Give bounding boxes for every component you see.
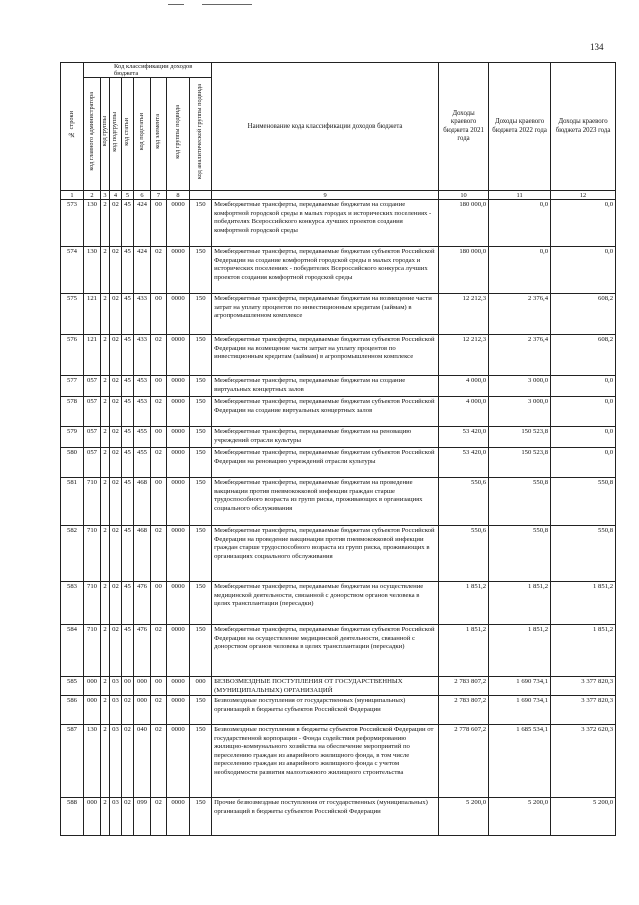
amount-2023: 550,8 xyxy=(551,478,616,526)
column-number: 9 xyxy=(212,191,439,200)
amount-2023: 1 851,2 xyxy=(551,582,616,625)
revenue-name: Межбюджетные трансферты, передаваемые бюджетам на возмещение части затрат на уплату процентов по инвестиционным кредитам (займам) в агропромышленном комплексе xyxy=(212,294,439,335)
subtype-group-code: 0000 xyxy=(167,397,190,427)
admin-code: 057 xyxy=(84,427,101,448)
amount-2021: 4 000,0 xyxy=(439,397,489,427)
article-code: 45 xyxy=(122,427,134,448)
group-code: 2 xyxy=(101,725,110,798)
table-row xyxy=(61,582,616,625)
subgroup-code: 02 xyxy=(110,335,122,376)
subarticle-code: 040 xyxy=(134,725,151,798)
amount-2021: 53 420,0 xyxy=(439,448,489,478)
analytic-group-code: 150 xyxy=(190,397,212,427)
table-row xyxy=(61,294,616,335)
analytic-group-code: 150 xyxy=(190,582,212,625)
element-code: 02 xyxy=(151,625,167,677)
year-2023-header: Доходы краевого бюджета 2023 года xyxy=(551,63,616,191)
element-code: 00 xyxy=(151,376,167,397)
code-col-header: код подгруппы xyxy=(110,78,122,191)
column-number: 11 xyxy=(489,191,551,200)
column-number: 4 xyxy=(110,191,122,200)
group-code: 2 xyxy=(101,335,110,376)
analytic-group-code: 150 xyxy=(190,294,212,335)
amount-2022: 3 000,0 xyxy=(489,376,551,397)
subtype-group-code: 0000 xyxy=(167,448,190,478)
group-code: 2 xyxy=(101,397,110,427)
analytic-group-code: 150 xyxy=(190,335,212,376)
amount-2021: 550,6 xyxy=(439,526,489,582)
subgroup-code: 02 xyxy=(110,247,122,294)
article-code: 45 xyxy=(122,448,134,478)
column-number: 8 xyxy=(167,191,190,200)
code-col-header: код группы подвида xyxy=(167,78,190,191)
amount-2022: 0,0 xyxy=(489,200,551,247)
revenue-name: Межбюджетные трансферты, передаваемые бюджетам субъектов Российской Федерации на реновацию учреждений отрасли культуры xyxy=(212,448,439,478)
subarticle-code: 000 xyxy=(134,677,151,696)
amount-2021: 12 212,3 xyxy=(439,294,489,335)
amount-2023: 5 200,0 xyxy=(551,798,616,836)
analytic-group-code: 150 xyxy=(190,427,212,448)
amount-2022: 2 376,4 xyxy=(489,294,551,335)
revenue-name: Межбюджетные трансферты, передаваемые бюджетам на осуществление медицинской деятельности, связанной с донорством органов человека в целях трансплантации (пересадки) xyxy=(212,582,439,625)
table-row xyxy=(61,397,616,427)
revenue-name: Межбюджетные трансферты, передаваемые бюджетам субъектов Российской Федерации на создание виртуальных концертных залов xyxy=(212,397,439,427)
amount-2022: 5 200,0 xyxy=(489,798,551,836)
subgroup-code: 02 xyxy=(110,582,122,625)
table-row xyxy=(61,677,616,696)
element-code: 00 xyxy=(151,294,167,335)
amount-2022: 150 523,8 xyxy=(489,427,551,448)
column-number: 2 xyxy=(84,191,101,200)
group-code: 2 xyxy=(101,448,110,478)
row-number: 587 xyxy=(61,725,84,798)
article-code: 45 xyxy=(122,335,134,376)
admin-code: 057 xyxy=(84,448,101,478)
subarticle-code: 000 xyxy=(134,696,151,725)
budget-revenue-table xyxy=(60,62,616,836)
amount-2022: 1 851,2 xyxy=(489,625,551,677)
column-number: 12 xyxy=(551,191,616,200)
subgroup-code: 03 xyxy=(110,696,122,725)
subgroup-code: 02 xyxy=(110,200,122,247)
admin-code: 710 xyxy=(84,526,101,582)
article-code: 45 xyxy=(122,582,134,625)
amount-2021: 180 000,0 xyxy=(439,247,489,294)
code-group-header: Код классификации доходов бюджета xyxy=(84,63,212,78)
subgroup-code: 02 xyxy=(110,376,122,397)
admin-code: 121 xyxy=(84,294,101,335)
analytic-group-code: 150 xyxy=(190,376,212,397)
article-code: 45 xyxy=(122,376,134,397)
amount-2021: 550,6 xyxy=(439,478,489,526)
analytic-group-code: 000 xyxy=(190,677,212,696)
table-row xyxy=(61,247,616,294)
amount-2022: 1 690 734,1 xyxy=(489,677,551,696)
amount-2023: 3 377 820,3 xyxy=(551,696,616,725)
table-row xyxy=(61,725,616,798)
group-code: 2 xyxy=(101,427,110,448)
row-number: 581 xyxy=(61,478,84,526)
element-code: 00 xyxy=(151,677,167,696)
article-code: 02 xyxy=(122,725,134,798)
subtype-group-code: 0000 xyxy=(167,478,190,526)
table-row xyxy=(61,478,616,526)
table-row xyxy=(61,427,616,448)
subarticle-code: 099 xyxy=(134,798,151,836)
revenue-name: Безвозмездные поступления от государственных (муниципальных) организаций в бюджеты субъектов Российской Федерации xyxy=(212,696,439,725)
revenue-name: БЕЗВОЗМЕЗДНЫЕ ПОСТУПЛЕНИЯ ОТ ГОСУДАРСТВЕННЫХ (МУНИЦИПАЛЬНЫХ) ОРГАНИЗАЦИЙ xyxy=(212,677,439,696)
amount-2023: 0,0 xyxy=(551,427,616,448)
row-number: 578 xyxy=(61,397,84,427)
subgroup-code: 02 xyxy=(110,397,122,427)
code-col-header: код группы xyxy=(101,78,110,191)
table-row xyxy=(61,376,616,397)
row-number: 575 xyxy=(61,294,84,335)
element-code: 02 xyxy=(151,335,167,376)
subarticle-code: 468 xyxy=(134,526,151,582)
element-code: 02 xyxy=(151,696,167,725)
amount-2022: 1 685 534,1 xyxy=(489,725,551,798)
column-number: 1 xyxy=(61,191,84,200)
admin-code: 057 xyxy=(84,376,101,397)
table-row xyxy=(61,625,616,677)
subgroup-code: 02 xyxy=(110,526,122,582)
revenue-name: Прочие безвозмездные поступления от государственных (муниципальных) организаций в бюджеты субъектов Российской Федерации xyxy=(212,798,439,836)
subgroup-code: 02 xyxy=(110,625,122,677)
subarticle-code: 424 xyxy=(134,200,151,247)
element-code: 02 xyxy=(151,247,167,294)
amount-2021: 1 851,2 xyxy=(439,625,489,677)
subarticle-code: 468 xyxy=(134,478,151,526)
revenue-name: Межбюджетные трансферты, передаваемые бюджетам на создание виртуальных концертных залов xyxy=(212,376,439,397)
amount-2022: 2 376,4 xyxy=(489,335,551,376)
subarticle-code: 433 xyxy=(134,335,151,376)
amount-2021: 53 420,0 xyxy=(439,427,489,448)
analytic-group-code: 150 xyxy=(190,725,212,798)
admin-code: 710 xyxy=(84,478,101,526)
analytic-group-code: 150 xyxy=(190,798,212,836)
column-number: 6 xyxy=(134,191,151,200)
revenue-name: Межбюджетные трансферты, передаваемые бюджетам субъектов Российской Федерации на осуществление медицинской деятельности, связанной с донорством органов человека в целях трансплантации (пересадки) xyxy=(212,625,439,677)
table-row xyxy=(61,448,616,478)
row-number: 573 xyxy=(61,200,84,247)
subtype-group-code: 0000 xyxy=(167,625,190,677)
year-2021-header: Доходы краевого бюджета 2021 года xyxy=(439,63,489,191)
code-col-header: код статьи xyxy=(122,78,134,191)
amount-2023: 550,8 xyxy=(551,526,616,582)
year-2022-header: Доходы краевого бюджета 2022 года xyxy=(489,63,551,191)
amount-2021: 180 000,0 xyxy=(439,200,489,247)
amount-2022: 1 690 734,1 xyxy=(489,696,551,725)
amount-2022: 150 523,8 xyxy=(489,448,551,478)
element-code: 00 xyxy=(151,582,167,625)
article-code: 45 xyxy=(122,526,134,582)
subarticle-code: 453 xyxy=(134,376,151,397)
amount-2023: 3 377 820,3 xyxy=(551,677,616,696)
article-code: 00 xyxy=(122,677,134,696)
amount-2023: 0,0 xyxy=(551,200,616,247)
amount-2022: 550,8 xyxy=(489,526,551,582)
amount-2022: 1 851,2 xyxy=(489,582,551,625)
amount-2022: 550,8 xyxy=(489,478,551,526)
name-header: Наименование кода классификации доходов бюджета xyxy=(212,63,439,191)
element-code: 02 xyxy=(151,725,167,798)
row-number: 580 xyxy=(61,448,84,478)
column-number: 3 xyxy=(101,191,110,200)
group-code: 2 xyxy=(101,526,110,582)
amount-2023: 608,2 xyxy=(551,294,616,335)
group-code: 2 xyxy=(101,247,110,294)
revenue-name: Безвозмездные поступления в бюджеты субъектов Российской Федерации от государственной корпорации - Фонда содействия реформированию жилищно-коммунального хозяйства на обеспечение мероприятий по переселению граждан из аварийного жилищного фонда, в том числе переселению граждан из аварийного жилищного фонда с учетом необходимости развития малоэтажного жилищного строительства xyxy=(212,725,439,798)
subarticle-code: 424 xyxy=(134,247,151,294)
article-code: 45 xyxy=(122,247,134,294)
revenue-name: Межбюджетные трансферты, передаваемые бюджетам на проведение вакцинации против пневмококковой инфекции граждан старше трудоспособного возраста из групп риска, проживающих в организациях социального обслуживания xyxy=(212,478,439,526)
subgroup-code: 02 xyxy=(110,427,122,448)
column-number-row xyxy=(61,191,616,200)
group-code: 2 xyxy=(101,294,110,335)
admin-code: 710 xyxy=(84,625,101,677)
table-row xyxy=(61,696,616,725)
code-col-header: код подстатьи xyxy=(134,78,151,191)
revenue-name: Межбюджетные трансферты, передаваемые бюджетам на создание комфортной городской среды в малых городах и исторических поселениях - победителях Всероссийского конкурса лучших проектов создания комфортной городской среды xyxy=(212,200,439,247)
admin-code: 000 xyxy=(84,696,101,725)
admin-code: 130 xyxy=(84,200,101,247)
amount-2021: 12 212,3 xyxy=(439,335,489,376)
table-row xyxy=(61,798,616,836)
admin-code: 710 xyxy=(84,582,101,625)
table-row xyxy=(61,526,616,582)
analytic-group-code: 150 xyxy=(190,478,212,526)
element-code: 00 xyxy=(151,200,167,247)
analytic-group-code: 150 xyxy=(190,448,212,478)
analytic-group-code: 150 xyxy=(190,526,212,582)
group-code: 2 xyxy=(101,200,110,247)
article-code: 45 xyxy=(122,200,134,247)
subtype-group-code: 0000 xyxy=(167,335,190,376)
article-code: 45 xyxy=(122,294,134,335)
amount-2021: 4 000,0 xyxy=(439,376,489,397)
row-number-header: № строки xyxy=(61,63,84,191)
subtype-group-code: 0000 xyxy=(167,798,190,836)
admin-code: 130 xyxy=(84,247,101,294)
row-number: 586 xyxy=(61,696,84,725)
subtype-group-code: 0000 xyxy=(167,200,190,247)
subtype-group-code: 0000 xyxy=(167,725,190,798)
element-code: 00 xyxy=(151,478,167,526)
row-number: 576 xyxy=(61,335,84,376)
subtype-group-code: 0000 xyxy=(167,427,190,448)
subgroup-code: 02 xyxy=(110,294,122,335)
group-code: 2 xyxy=(101,798,110,836)
subtype-group-code: 0000 xyxy=(167,376,190,397)
subarticle-code: 455 xyxy=(134,427,151,448)
amount-2021: 5 200,0 xyxy=(439,798,489,836)
amount-2023: 0,0 xyxy=(551,448,616,478)
element-code: 02 xyxy=(151,448,167,478)
table-row xyxy=(61,335,616,376)
subarticle-code: 455 xyxy=(134,448,151,478)
column-number: 10 xyxy=(439,191,489,200)
code-col-header: код главного администратора xyxy=(84,78,101,191)
revenue-name: Межбюджетные трансферты, передаваемые бюджетам субъектов Российской Федерации на проведение вакцинации против пневмококковой инфекции граждан старше трудоспособного возраста из групп риска, проживающих в организациях социального обслуживания xyxy=(212,526,439,582)
code-col-header: код аналитической группы подвида xyxy=(190,78,212,191)
group-code: 2 xyxy=(101,625,110,677)
subarticle-code: 433 xyxy=(134,294,151,335)
admin-code: 000 xyxy=(84,677,101,696)
row-number: 583 xyxy=(61,582,84,625)
element-code: 00 xyxy=(151,427,167,448)
analytic-group-code: 150 xyxy=(190,200,212,247)
subgroup-code: 03 xyxy=(110,798,122,836)
element-code: 02 xyxy=(151,397,167,427)
row-number: 588 xyxy=(61,798,84,836)
analytic-group-code: 150 xyxy=(190,696,212,725)
subarticle-code: 476 xyxy=(134,625,151,677)
element-code: 02 xyxy=(151,526,167,582)
analytic-group-code: 150 xyxy=(190,247,212,294)
subtype-group-code: 0000 xyxy=(167,582,190,625)
subtype-group-code: 0000 xyxy=(167,677,190,696)
scan-mark xyxy=(168,4,184,5)
article-code: 02 xyxy=(122,798,134,836)
group-code: 2 xyxy=(101,478,110,526)
amount-2023: 3 372 620,3 xyxy=(551,725,616,798)
column-number xyxy=(190,191,212,200)
column-number: 7 xyxy=(151,191,167,200)
group-code: 2 xyxy=(101,677,110,696)
article-code: 02 xyxy=(122,696,134,725)
article-code: 45 xyxy=(122,625,134,677)
admin-code: 130 xyxy=(84,725,101,798)
group-code: 2 xyxy=(101,376,110,397)
analytic-group-code: 150 xyxy=(190,625,212,677)
revenue-name: Межбюджетные трансферты, передаваемые бюджетам на реновацию учреждений отрасли культуры xyxy=(212,427,439,448)
article-code: 45 xyxy=(122,397,134,427)
group-code: 2 xyxy=(101,696,110,725)
subarticle-code: 476 xyxy=(134,582,151,625)
subtype-group-code: 0000 xyxy=(167,526,190,582)
page-number: 134 xyxy=(590,42,604,52)
subgroup-code: 02 xyxy=(110,478,122,526)
revenue-name: Межбюджетные трансферты, передаваемые бюджетам субъектов Российской Федерации на создание комфортной городской среды в малых городах и исторических поселениях - победителях Всероссийского конкурса лучших проектов создания комфортной городской среды xyxy=(212,247,439,294)
amount-2023: 608,2 xyxy=(551,335,616,376)
admin-code: 121 xyxy=(84,335,101,376)
column-number: 5 xyxy=(122,191,134,200)
admin-code: 000 xyxy=(84,798,101,836)
table-row xyxy=(61,200,616,247)
subgroup-code: 03 xyxy=(110,725,122,798)
row-number: 584 xyxy=(61,625,84,677)
amount-2021: 1 851,2 xyxy=(439,582,489,625)
amount-2023: 0,0 xyxy=(551,376,616,397)
group-code: 2 xyxy=(101,582,110,625)
subtype-group-code: 0000 xyxy=(167,247,190,294)
subtype-group-code: 0000 xyxy=(167,294,190,335)
subtype-group-code: 0000 xyxy=(167,696,190,725)
row-number: 577 xyxy=(61,376,84,397)
subgroup-code: 02 xyxy=(110,448,122,478)
revenue-name: Межбюджетные трансферты, передаваемые бюджетам субъектов Российской Федерации на возмещение части затрат на уплату процентов по инвестиционным кредитам (займам) в агропромышленном комплексе xyxy=(212,335,439,376)
element-code: 02 xyxy=(151,798,167,836)
amount-2022: 0,0 xyxy=(489,247,551,294)
code-col-header: код элемента xyxy=(151,78,167,191)
amount-2023: 0,0 xyxy=(551,397,616,427)
amount-2023: 1 851,2 xyxy=(551,625,616,677)
amount-2021: 2 778 607,2 xyxy=(439,725,489,798)
row-number: 574 xyxy=(61,247,84,294)
row-number: 582 xyxy=(61,526,84,582)
amount-2022: 3 000,0 xyxy=(489,397,551,427)
row-number: 579 xyxy=(61,427,84,448)
amount-2021: 2 783 807,2 xyxy=(439,696,489,725)
row-number: 585 xyxy=(61,677,84,696)
scan-mark xyxy=(202,4,252,5)
amount-2023: 0,0 xyxy=(551,247,616,294)
admin-code: 057 xyxy=(84,397,101,427)
amount-2021: 2 783 807,2 xyxy=(439,677,489,696)
subgroup-code: 03 xyxy=(110,677,122,696)
subarticle-code: 453 xyxy=(134,397,151,427)
article-code: 45 xyxy=(122,478,134,526)
